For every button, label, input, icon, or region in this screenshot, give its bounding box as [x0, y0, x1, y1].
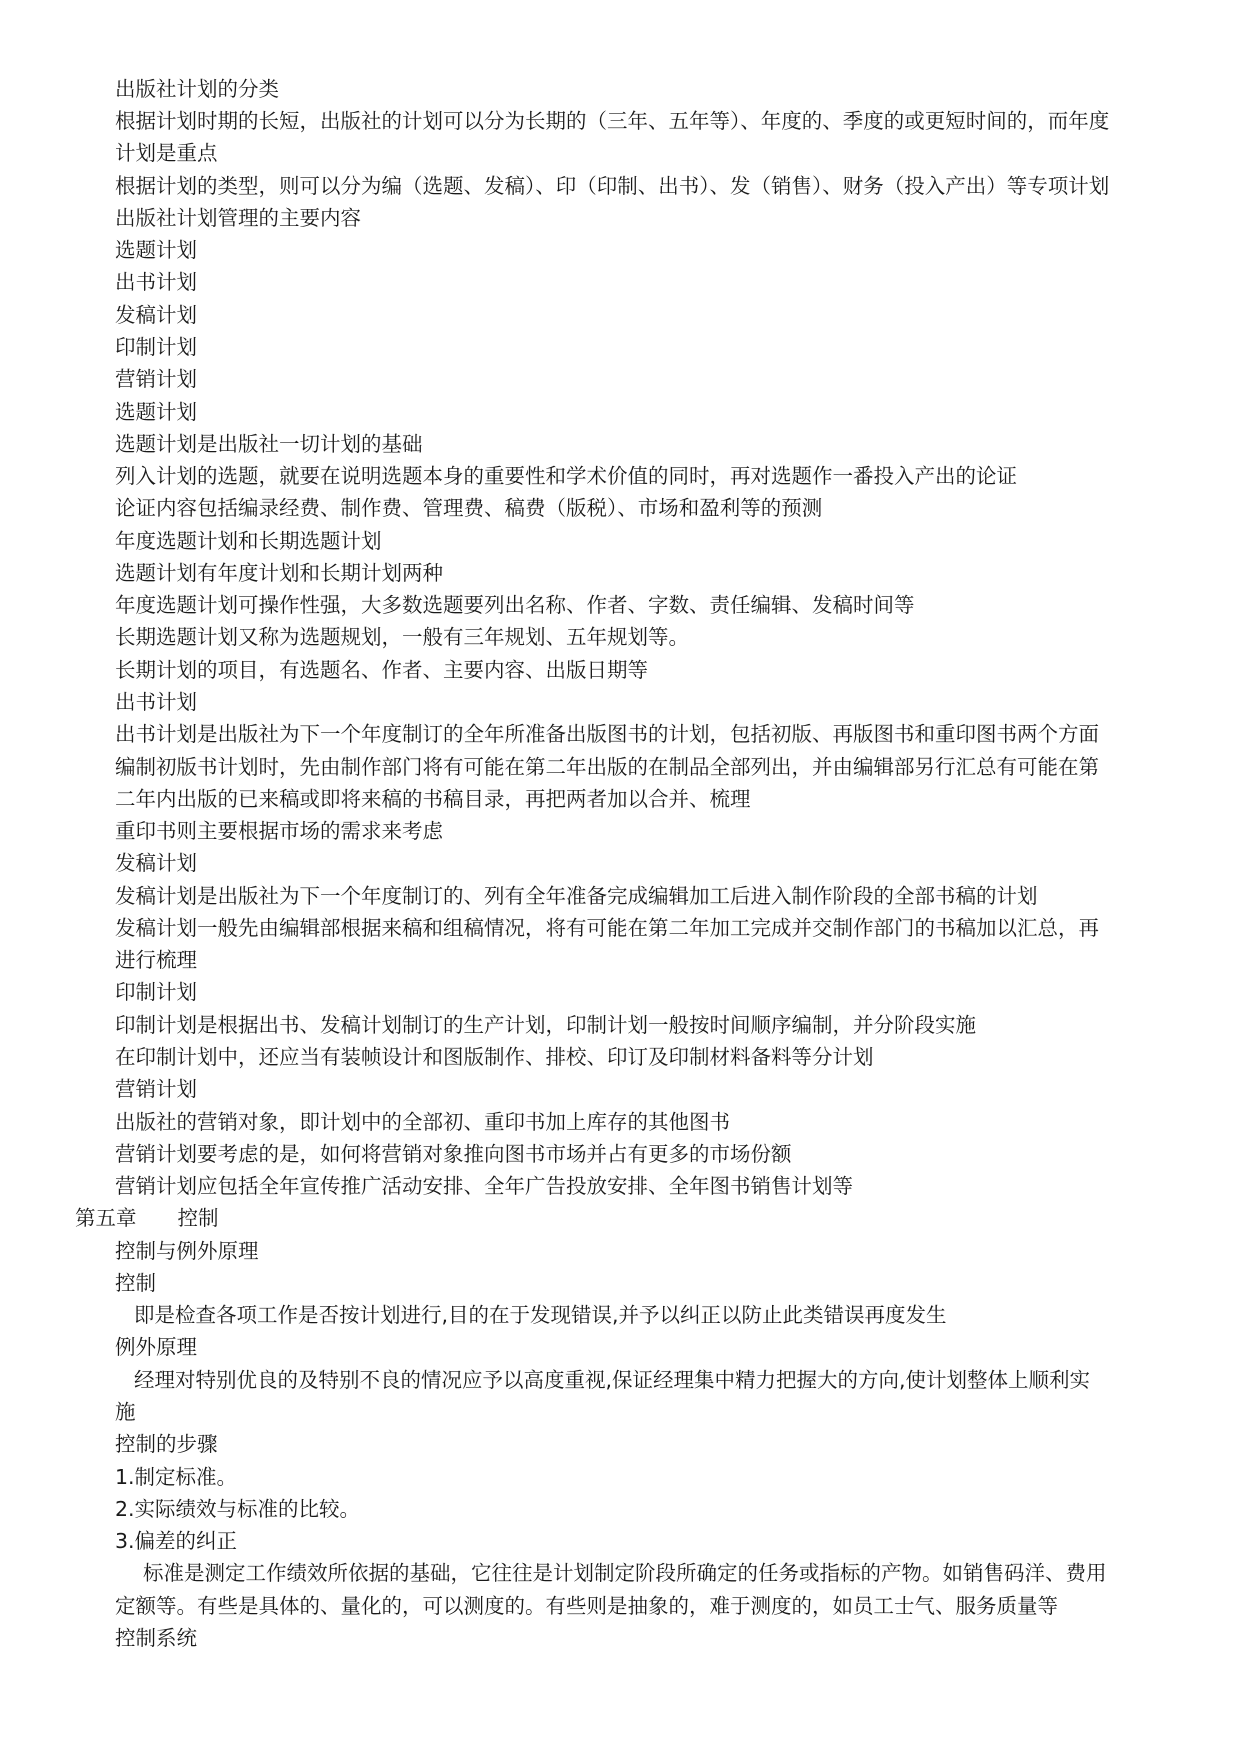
- text-line: 长期计划的项目，有选题名、作者、主要内容、出版日期等: [115, 658, 648, 682]
- text-line: 论证内容包括编录经费、制作费、管理费、稿费（版税）、市场和盈利等的预测: [115, 496, 823, 520]
- text-line: 计划是重点: [115, 141, 218, 165]
- text-line: 控制的步骤: [115, 1432, 218, 1456]
- list-item: 3.偏差的纠正: [115, 1529, 238, 1553]
- text-line: 例外原理: [115, 1335, 197, 1359]
- text-line: 控制: [115, 1271, 156, 1295]
- text-line: 发稿计划一般先由编辑部根据来稿和组稿情况，将有可能在第二年加工完成并交制作部门的书稿加以汇总，再: [115, 916, 1099, 940]
- text-line: 年度选题计划和长期选题计划: [115, 529, 382, 553]
- text-line: 印制计划: [115, 980, 197, 1004]
- text-line: 出版社的营销对象，即计划中的全部初、重印书加上库存的其他图书: [115, 1110, 730, 1134]
- list-item: 1.制定标准。: [115, 1465, 238, 1489]
- text-line: 即是检查各项工作是否按计划进行,目的在于发现错误,并予以纠正以防止此类错误再度发生: [134, 1303, 947, 1327]
- text-line: 控制与例外原理: [115, 1239, 259, 1263]
- text-line: 列入计划的选题，就要在说明选题本身的重要性和学术价值的同时，再对选题作一番投入产出的论证: [115, 464, 1017, 488]
- text-line: 经理对特别优良的及特别不良的情况应予以高度重视,保证经理集中精力把握大的方向,使计划整体上顺利实: [134, 1368, 1091, 1392]
- text-line: 进行梳理: [115, 948, 197, 972]
- list-item: 2.实际绩效与标准的比较。: [115, 1497, 361, 1521]
- text-line: 发稿计划: [115, 851, 197, 875]
- text-line: 控制系统: [115, 1626, 197, 1650]
- text-line: 营销计划应包括全年宣传推广活动安排、全年广告投放安排、全年图书销售计划等: [115, 1174, 853, 1198]
- text-line: 出版社计划的分类: [115, 77, 279, 101]
- text-line: 年度选题计划可操作性强，大多数选题要列出名称、作者、字数、责任编辑、发稿时间等: [115, 593, 915, 617]
- text-line: 出书计划: [115, 690, 197, 714]
- chapter-heading: 第五章 控制: [75, 1206, 219, 1230]
- text-line: 营销计划: [115, 1077, 197, 1101]
- text-line: 出版社计划管理的主要内容: [115, 206, 361, 230]
- text-line: 重印书则主要根据市场的需求来考虑: [115, 819, 443, 843]
- text-line: 施: [115, 1400, 136, 1424]
- text-line: 出书计划是出版社为下一个年度制订的全年所准备出版图书的计划，包括初版、再版图书和重印图书两个方面: [115, 722, 1099, 746]
- text-line: 长期选题计划又称为选题规划，一般有三年规划、五年规划等。: [115, 625, 689, 649]
- text-line: 营销计划要考虑的是，如何将营销对象推向图书市场并占有更多的市场份额: [115, 1142, 792, 1166]
- text-line: 根据计划时期的长短，出版社的计划可以分为长期的（三年、五年等）、年度的、季度的或更短时间的，而年度: [115, 109, 1110, 133]
- text-line: 印制计划: [115, 335, 197, 359]
- text-line: 发稿计划是出版社为下一个年度制订的、列有全年准备完成编辑加工后进入制作阶段的全部书稿的计划: [115, 884, 1038, 908]
- text-line: 在印制计划中，还应当有装帧设计和图版制作、排校、印订及印制材料备料等分计划: [115, 1045, 874, 1069]
- text-line: 选题计划有年度计划和长期计划两种: [115, 561, 443, 585]
- text-line: 选题计划是出版社一切计划的基础: [115, 432, 423, 456]
- text-line: 标准是测定工作绩效所依据的基础，它往往是计划制定阶段所确定的任务或指标的产物。如销售码洋、费用: [143, 1561, 1107, 1585]
- text-line: 发稿计划: [115, 303, 197, 327]
- text-line: 根据计划的类型，则可以分为编（选题、发稿）、印（印制、出书）、发（销售）、财务（投入产出）等专项计划: [115, 174, 1110, 198]
- text-line: 印制计划是根据出书、发稿计划制订的生产计划，印制计划一般按时间顺序编制，并分阶段实施: [115, 1013, 976, 1037]
- text-line: 定额等。有些是具体的、量化的，可以测度的。有些则是抽象的，难于测度的，如员工士气、服务质量等: [115, 1594, 1058, 1618]
- text-line: 营销计划: [115, 367, 197, 391]
- text-line: 二年内出版的已来稿或即将来稿的书稿目录，再把两者加以合并、梳理: [115, 787, 751, 811]
- text-line: 选题计划: [115, 238, 197, 262]
- text-line: 选题计划: [115, 400, 197, 424]
- text-line: 出书计划: [115, 270, 197, 294]
- text-line: 编制初版书计划时，先由制作部门将有可能在第二年出版的在制品全部列出，并由编辑部另行汇总有可能在第: [115, 755, 1099, 779]
